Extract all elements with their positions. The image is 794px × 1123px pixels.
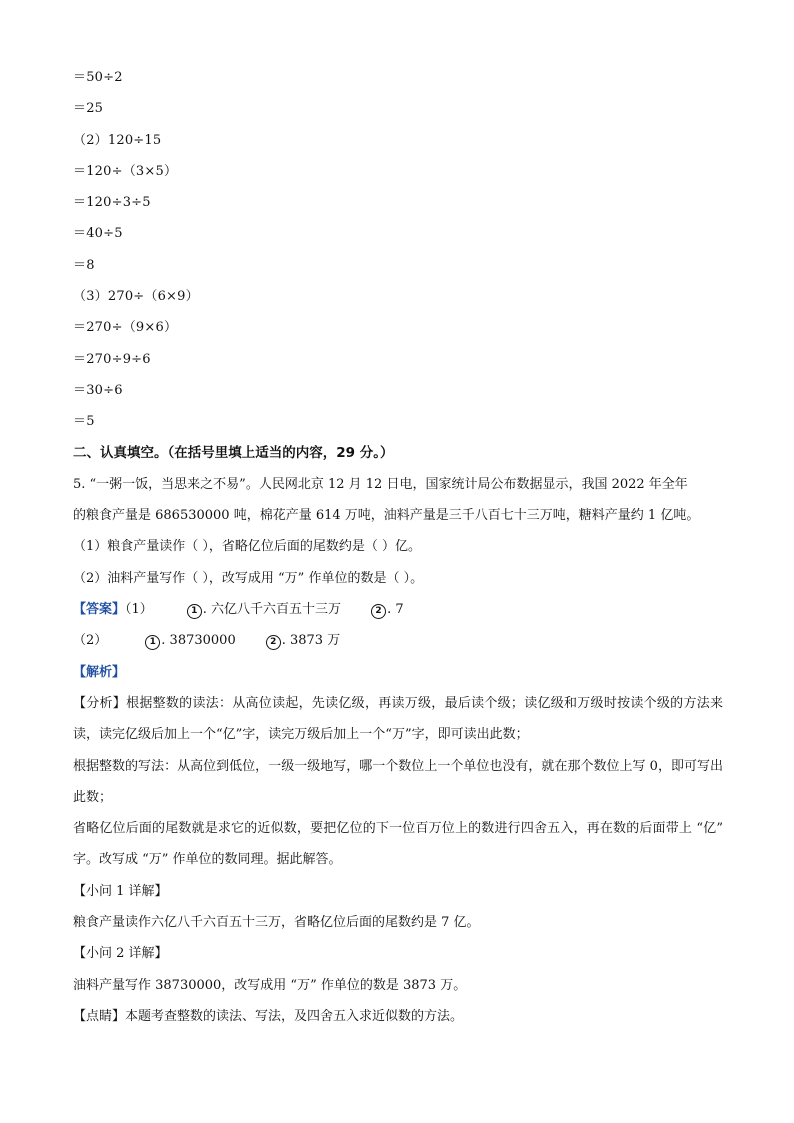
circled-number-icon: 2 <box>266 635 281 650</box>
answer-row-1 <box>73 594 723 625</box>
answer-prefix: （1） <box>125 602 153 618</box>
step-line: ＝25 <box>73 101 104 117</box>
sub1-detail-tag: 【小问 1 详解】 <box>73 883 168 899</box>
dianjing-text: 本题考查整数的读法、写法，及四舍五入求近似数的方法。 <box>125 1008 464 1024</box>
sub2-detail-tag: 【小问 2 详解】 <box>73 946 168 962</box>
circled-number-icon: 1 <box>145 635 160 650</box>
sub2-detail-text: 油料产量写作 38730000，改写成用 “万” 作单位的数是 3873 万。 <box>73 977 467 993</box>
dianjing-row <box>73 1001 723 1032</box>
analysis-paragraph <box>73 688 723 751</box>
question-text: 5. “一粥一饭，当思来之不易”。人民网北京 12 月 12 日电，国家统计局公布数据显示，我国 2022 年全年 <box>73 476 688 492</box>
step-line: ＝40÷5 <box>73 226 123 242</box>
question-text: 的粮食产量是 686530000 吨，棉花产量 614 万吨，油料产量是三千八百七十三万吨，糖料产量约 1 亿吨。 <box>73 508 700 524</box>
analysis-tag: 【解析】 <box>73 664 126 680</box>
analysis-fenxi-text: 根据整数的读法：从高位读起，先读亿级，再读万级，最后读个级；读亿级和万级时按读个级的方法来读，读完亿级后加上一个“亿”字，读完万级后加上一个“万”字，即可读出此数； <box>73 695 723 743</box>
answer-value: . 六亿八千六百五十三万 <box>202 602 342 618</box>
step-line: ＝30÷6 <box>73 382 123 398</box>
answer-row-2 <box>73 625 723 656</box>
answer-value: . 3873 万 <box>281 633 341 649</box>
step-line: ＝270÷9÷6 <box>73 351 151 367</box>
circled-number-icon: 2 <box>371 604 386 619</box>
answer-value: . 7 <box>387 602 404 618</box>
document-page <box>73 62 723 1032</box>
dianjing-tag: 【点睛】 <box>73 1008 126 1024</box>
approx-rule-paragraph: 省略亿位后面的尾数就是求它的近似数，要把亿位的下一位百万位上的数进行四舍五入，再在数的后面带上 “亿” 字。改写成 “万” 作单位的数同理。据此解答。 <box>73 821 723 868</box>
answer-tag: 【答案】 <box>73 602 126 618</box>
step-line: ＝270÷（9×6） <box>73 320 178 336</box>
write-rule-paragraph: 根据整数的写法：从高位到低位，一级一级地写，哪一个数位上一个单位也没有，就在那个数位上写 0，即可写出此数； <box>73 758 723 805</box>
subproblem-header: （3）270÷（6×9） <box>73 289 199 305</box>
step-line: ＝8 <box>73 257 95 273</box>
answer-value: . 38730000 <box>161 633 236 649</box>
section-title: 二、认真填空。（在括号里填上适当的内容，29 分。） <box>73 444 394 461</box>
subproblem-header: （2）120÷15 <box>73 132 162 148</box>
circled-number-icon: 1 <box>187 604 202 619</box>
step-line: ＝120÷（3×5） <box>73 163 178 179</box>
step-line: ＝5 <box>73 414 95 430</box>
analysis-fenxi-tag: 【分析】 <box>73 695 127 711</box>
step-line: ＝120÷3÷5 <box>73 195 151 211</box>
question-sub1: （1）粮食产量读作（ ），省略亿位后面的尾数约是（ ）亿。 <box>73 539 422 555</box>
question-sub2: （2）油料产量写作（ ），改写成用 “万” 作单位的数是（ ）。 <box>73 570 424 586</box>
sub1-detail-text: 粮食产量读作六亿八千六百五十三万，省略亿位后面的尾数约是 7 亿。 <box>73 915 480 931</box>
step-line: ＝50÷2 <box>73 70 123 85</box>
answer-prefix: （2） <box>73 633 108 649</box>
